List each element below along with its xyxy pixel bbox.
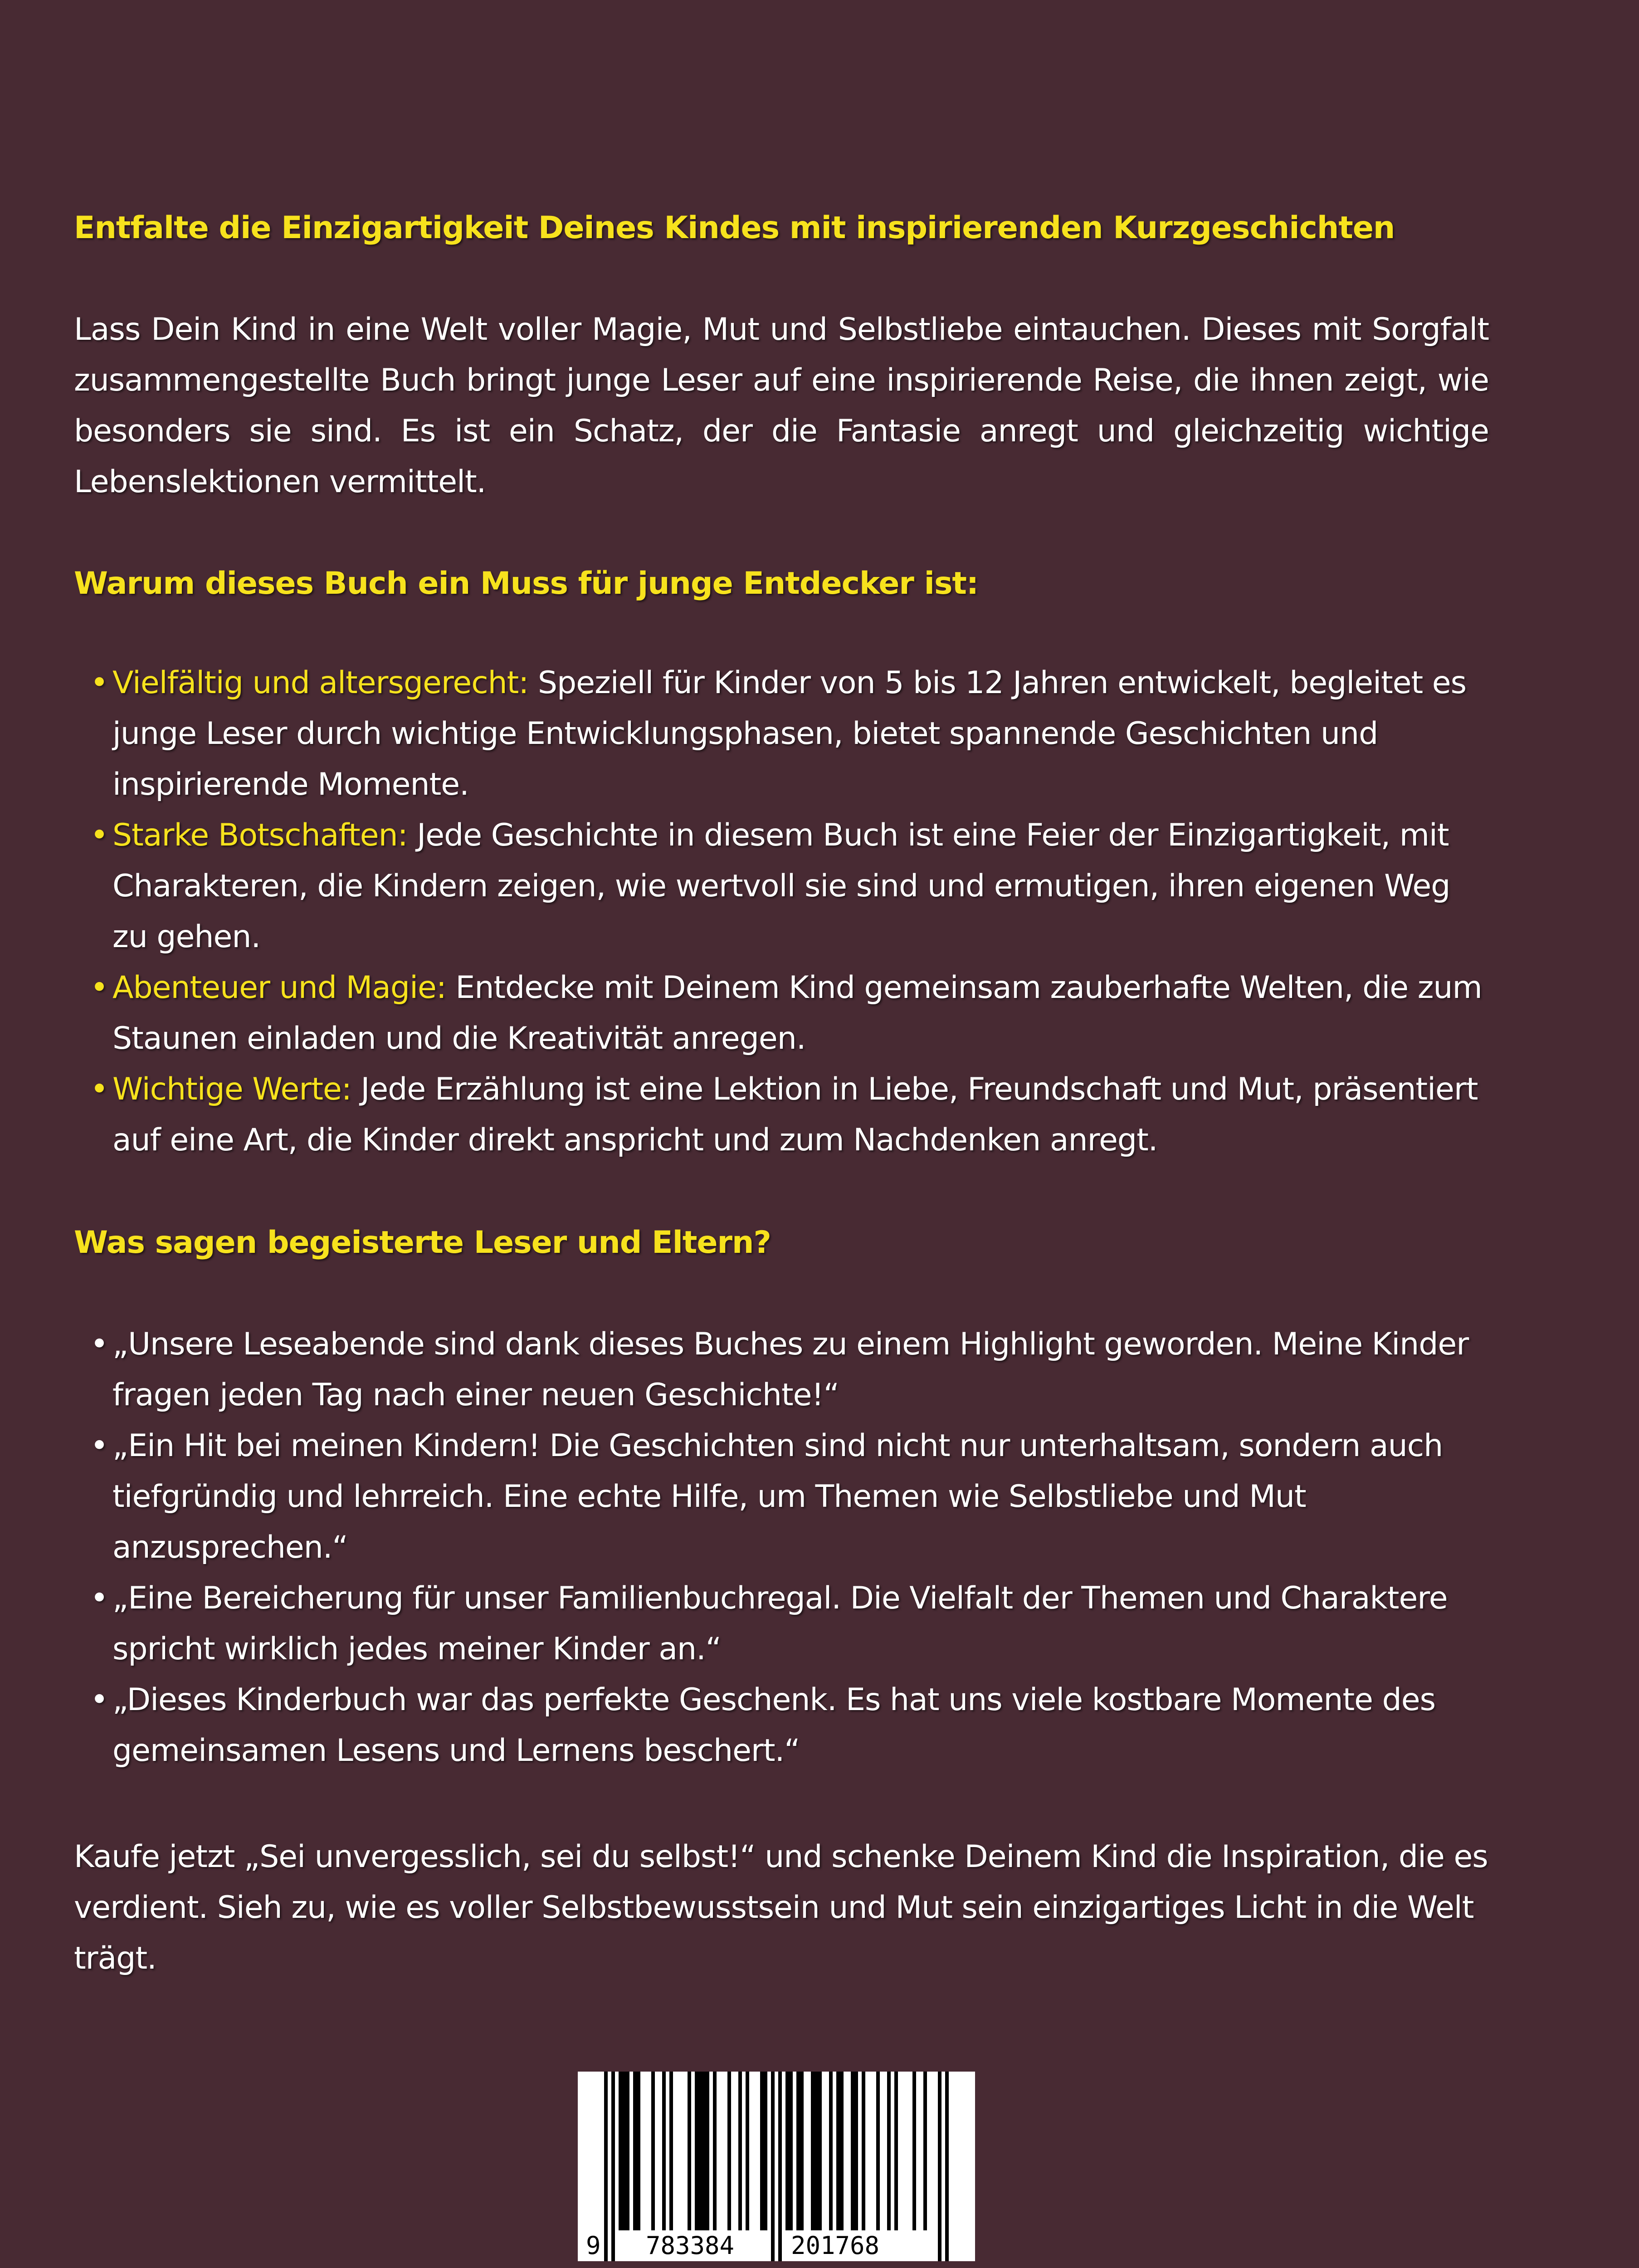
bullet-icon: • — [90, 1071, 108, 1107]
bullet-icon: • — [90, 1326, 108, 1362]
barcode-digits — [578, 2229, 975, 2259]
back-cover-text — [74, 206, 1489, 1984]
barcode-bar — [695, 2072, 698, 2230]
barcode-bar — [764, 2072, 767, 2230]
barcode-bar — [789, 2072, 793, 2230]
barcode-digit-group2: 201768 — [791, 2231, 880, 2260]
bullet-icon: • — [90, 970, 108, 1006]
barcode-bar — [836, 2072, 840, 2230]
barcode-bar — [669, 2072, 673, 2230]
feature-item — [74, 658, 1489, 810]
feature-text: Jede Erzählung ist eine Lektion in Liebe, Freundschaft und Mut, präsentiert auf eine Art, die Kinder direkt anspricht und zum Nachdenken anregt. — [112, 1071, 1478, 1158]
barcode-bar — [727, 2072, 731, 2230]
barcode-bar — [815, 2072, 818, 2230]
call-to-action: Kaufe jetzt „Sei unvergesslich, sei du selbst!“ und schenke Deinem Kind die Inspiration, die es verdient. Sieh zu, wie es voller Selbstbewusstsein und Mut sein einzigartiges Licht in die Welt trägt. — [74, 1839, 1488, 1976]
barcode-bar — [619, 2072, 622, 2230]
barcode-bar — [702, 2072, 706, 2230]
feature-text: Jede Geschichte in diesem Buch ist eine Feier der Einzigartigkeit, mit Charakteren, die Kindern zeigen, wie wertvoll sie sind und ermutigen, ihren eigenen Weg zu gehen. — [112, 817, 1450, 955]
intro-paragraph: Lass Dein Kind in eine Welt voller Magie, Mut und Selbstliebe eintauchen. Dieses mit Sorgfalt zusammengestellte Buch bringt junge Leser auf eine inspirierende Reise, die ihnen zeigt, wie besonders sie sind. Es ist ein Schatz, der die Fantasie anregt und gleichzeitig wichtige Lebenslektionen vermittelt. — [74, 312, 1489, 500]
testimonial-text: „Eine Bereicherung für unser Familienbuchregal. Die Vielfalt der Themen und Charaktere spricht wirklich jedes meiner Kinder an.“ — [112, 1580, 1448, 1667]
barcode-bar — [746, 2072, 749, 2230]
feature-title: Vielfältig und altersgerecht: — [112, 665, 529, 701]
barcode-bar — [923, 2072, 927, 2230]
barcode-digit-first: 9 — [586, 2231, 601, 2260]
isbn-barcode — [578, 2072, 975, 2261]
bullet-icon: • — [90, 1580, 108, 1616]
testimonial-item — [74, 1675, 1489, 1776]
barcode-bar — [760, 2072, 764, 2230]
barcode-bar — [811, 2072, 815, 2230]
barcode-bar — [662, 2072, 666, 2230]
barcode-digit-group1: 783384 — [646, 2231, 735, 2260]
barcode-bar — [894, 2072, 898, 2230]
main-heading: Entfalte die Einzigartigkeit Deines Kindes mit inspirierenden Kurzgeschichten — [74, 210, 1395, 246]
barcode-bar — [800, 2072, 804, 2230]
barcode-bar — [796, 2072, 800, 2230]
features-heading: Warum dieses Buch ein Muss für junge Entdecker ist: — [74, 566, 979, 601]
barcode-bar — [876, 2072, 880, 2230]
bullet-icon: • — [90, 1428, 108, 1464]
barcode-bar — [713, 2072, 717, 2230]
barcode-bar — [738, 2072, 742, 2230]
barcode-bar — [688, 2072, 691, 2230]
testimonials-heading: Was sagen begeisterte Leser und Eltern? — [74, 1225, 771, 1261]
barcode-bar — [854, 2072, 858, 2230]
bullet-icon: • — [90, 665, 108, 701]
barcode-bar — [698, 2072, 702, 2230]
barcode-bar — [840, 2072, 844, 2230]
testimonial-item — [74, 1319, 1489, 1421]
feature-text: Speziell für Kinder von 5 bis 12 Jahren entwickelt, begleitet es junge Leser durch wichtige Entwicklungsphasen, bietet spannende Geschichten und inspirierende Momente. — [112, 665, 1467, 802]
barcode-bar — [829, 2072, 833, 2230]
barcode-bar — [887, 2072, 891, 2230]
feature-item — [74, 1064, 1489, 1166]
barcode-bar — [862, 2072, 865, 2230]
testimonial-text: „Ein Hit bei meinen Kindern! Die Geschichten sind nicht nur unterhaltsam, sondern auch tiefgründig und lehrreich. Eine echte Hilfe, um Themen wie Selbstliebe und Mut anzusprechen.“ — [112, 1428, 1443, 1565]
feature-title: Abenteuer und Magie: — [112, 970, 446, 1006]
feature-text: Entdecke mit Deinem Kind gemeinsam zauberhafte Welten, die zum Staunen einladen und die Kreativität anregen. — [112, 970, 1482, 1056]
barcode-bar — [633, 2072, 637, 2230]
barcode-bar — [818, 2072, 822, 2230]
barcode-bar — [851, 2072, 854, 2230]
barcode-bar — [706, 2072, 709, 2230]
feature-title: Starke Botschaften: — [112, 817, 408, 853]
barcode-bar — [622, 2072, 626, 2230]
bullet-icon: • — [90, 817, 108, 853]
feature-item — [74, 810, 1489, 963]
testimonial-item — [74, 1421, 1489, 1573]
testimonials-list — [74, 1319, 1489, 1776]
barcode-bar — [651, 2072, 655, 2230]
feature-title: Wichtige Werte: — [112, 1071, 351, 1107]
testimonial-text: „Dieses Kinderbuch war das perfekte Geschenk. Es hat uns viele kostbare Momente des gemeinsamen Lesens und Lernens beschert.“ — [112, 1682, 1436, 1769]
feature-item — [74, 963, 1489, 1064]
bullet-icon: • — [90, 1682, 108, 1718]
barcode-bar — [785, 2072, 789, 2230]
barcode-bar — [626, 2072, 629, 2230]
testimonial-item — [74, 1573, 1489, 1675]
features-list — [74, 658, 1489, 1166]
testimonial-text: „Unsere Leseabende sind dank dieses Buches zu einem Highlight geworden. Meine Kinder fragen jeden Tag nach einer neuen Geschichte!“ — [112, 1326, 1469, 1413]
barcode-bar — [637, 2072, 640, 2230]
barcode-bar — [912, 2072, 916, 2230]
